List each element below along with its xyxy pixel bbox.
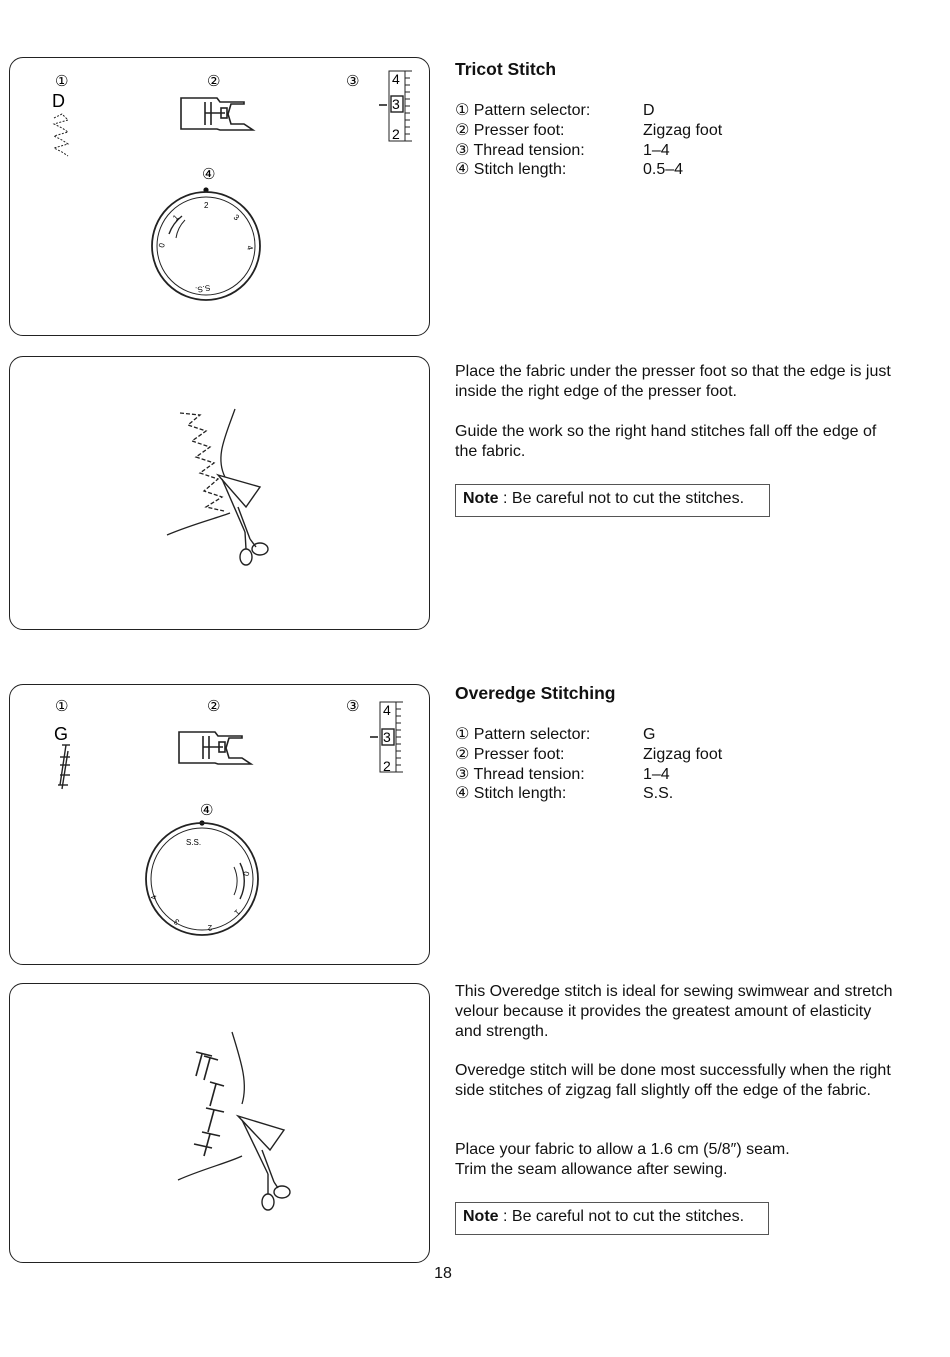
overedge-stitch-line-icon xyxy=(194,1052,224,1156)
overedge-paragraph-3b: Trim the seam allowance after sewing. xyxy=(455,1161,728,1178)
tricot-sewing-figure xyxy=(9,356,430,630)
label-num-4: ④ xyxy=(202,165,216,183)
label-num-3: ③ xyxy=(346,72,360,90)
dial-mark-1: 1 xyxy=(171,212,181,223)
label-num-2: ② xyxy=(207,72,221,90)
spec-value: Zigzag foot xyxy=(643,745,723,763)
tricot-specs xyxy=(455,101,722,180)
spec-value: 1–4 xyxy=(643,765,670,783)
stitch-length-dial-icon xyxy=(152,187,260,300)
overedge-settings-illustration xyxy=(10,685,431,966)
pattern-letter: G xyxy=(54,724,69,744)
label-num-3: ③ xyxy=(346,697,360,715)
overedge-note-box xyxy=(455,1202,769,1235)
overedge-paragraph-1: This Overedge stitch is ideal for sewing swimwear and stretch velour because it provides the greatest amount of elasticity and strength. xyxy=(455,983,893,1040)
tricot-trimming-illustration xyxy=(10,357,431,631)
dial-mark-3: 3 xyxy=(172,916,182,927)
spec-value: G xyxy=(643,726,656,743)
page-number: 18 xyxy=(434,1265,452,1282)
overedge-paragraph-3a: Place your fabric to allow a 1.6 cm (5/8″) seam. xyxy=(455,1141,790,1158)
overedge-pattern-icon xyxy=(58,745,70,789)
tricot-title: Tricot Stitch xyxy=(455,59,557,79)
dial-mark-2: 2 xyxy=(207,923,213,933)
scissors-icon xyxy=(218,475,268,565)
spec-value: 1–4 xyxy=(643,141,670,159)
spec-row-tension xyxy=(455,765,722,785)
stitch-length-dial-icon xyxy=(146,820,258,935)
label-num-2: ② xyxy=(207,697,221,715)
overedge-sewing-figure xyxy=(9,983,430,1263)
spec-label: ③ Thread tension: xyxy=(455,765,585,783)
tension-number-top: 4 xyxy=(392,71,400,87)
tricot-settings-illustration xyxy=(10,58,431,337)
note-label: Note xyxy=(463,490,499,507)
tension-number-top: 4 xyxy=(383,702,391,718)
zigzag-foot-icon xyxy=(181,98,253,130)
overedge-settings-figure xyxy=(9,684,430,965)
note-text: : Be careful not to cut the stitches. xyxy=(498,1208,745,1225)
spec-row-pattern xyxy=(455,725,722,745)
spec-label: ② Presser foot: xyxy=(455,745,565,763)
label-num-1: ① xyxy=(55,697,69,715)
tricot-settings-figure xyxy=(9,57,430,336)
dial-mark-0: 0 xyxy=(157,242,167,249)
zigzag-foot-icon xyxy=(179,732,251,764)
fabric-icon xyxy=(178,1032,244,1180)
tricot-note-box xyxy=(455,484,770,517)
label-num-4: ④ xyxy=(200,801,214,819)
tricot-pattern-icon xyxy=(54,114,68,156)
spec-value: Zigzag foot xyxy=(643,121,723,139)
tension-number-bottom: 2 xyxy=(392,126,400,142)
overedge-trimming-illustration xyxy=(10,984,431,1264)
label-num-1: ① xyxy=(55,72,69,90)
spec-row-tension xyxy=(455,141,722,161)
spec-label: ④ Stitch length: xyxy=(455,161,567,179)
dial-mark-ss: S.S. xyxy=(186,838,202,847)
spec-label: ④ Stitch length: xyxy=(455,785,567,803)
tension-number-middle: 3 xyxy=(392,96,400,112)
tension-number-middle: 3 xyxy=(383,729,391,745)
fabric-icon xyxy=(167,409,235,535)
spec-label: ① Pattern selector: xyxy=(455,726,591,743)
overedge-paragraph-2: Overedge stitch will be done most successfully when the right side stitches of zigzag fall slightly off the edge of the fabric. xyxy=(455,1062,891,1099)
note-label: Note xyxy=(463,1208,499,1225)
dial-mark-ss: S.S. xyxy=(194,282,212,295)
overedge-specs xyxy=(455,725,722,804)
spec-value: S.S. xyxy=(643,785,674,803)
tricot-stitch-line-icon xyxy=(180,413,224,511)
spec-row-foot xyxy=(455,121,722,141)
spec-label: ③ Thread tension: xyxy=(455,141,585,159)
scissors-icon xyxy=(238,1116,290,1210)
spec-label: ② Presser foot: xyxy=(455,121,565,139)
dial-mark-1: 1 xyxy=(232,907,242,918)
note-text: : Be careful not to cut the stitches. xyxy=(498,490,745,507)
spec-row-pattern xyxy=(455,101,722,121)
spec-row-foot xyxy=(455,745,722,765)
dial-mark-4: 4 xyxy=(245,244,255,251)
dial-mark-0: 0 xyxy=(241,870,251,877)
tension-number-bottom: 2 xyxy=(383,758,391,774)
spec-value: 0.5–4 xyxy=(643,161,684,179)
dial-mark-4: 4 xyxy=(149,894,159,901)
spec-row-length xyxy=(455,784,722,804)
dial-mark-2: 2 xyxy=(204,201,209,210)
spec-value: D xyxy=(643,102,655,119)
dial-mark-3: 3 xyxy=(231,212,241,223)
pattern-letter: D xyxy=(52,91,65,111)
tricot-paragraph-1: Place the fabric under the presser foot so that the edge is just inside the right edge of the presser foot. xyxy=(455,363,891,400)
spec-row-length xyxy=(455,160,722,180)
tricot-paragraph-2: Guide the work so the right hand stitches fall off the edge of the fabric. xyxy=(455,423,877,460)
spec-label: ① Pattern selector: xyxy=(455,102,591,119)
overedge-title: Overedge Stitching xyxy=(455,683,616,703)
